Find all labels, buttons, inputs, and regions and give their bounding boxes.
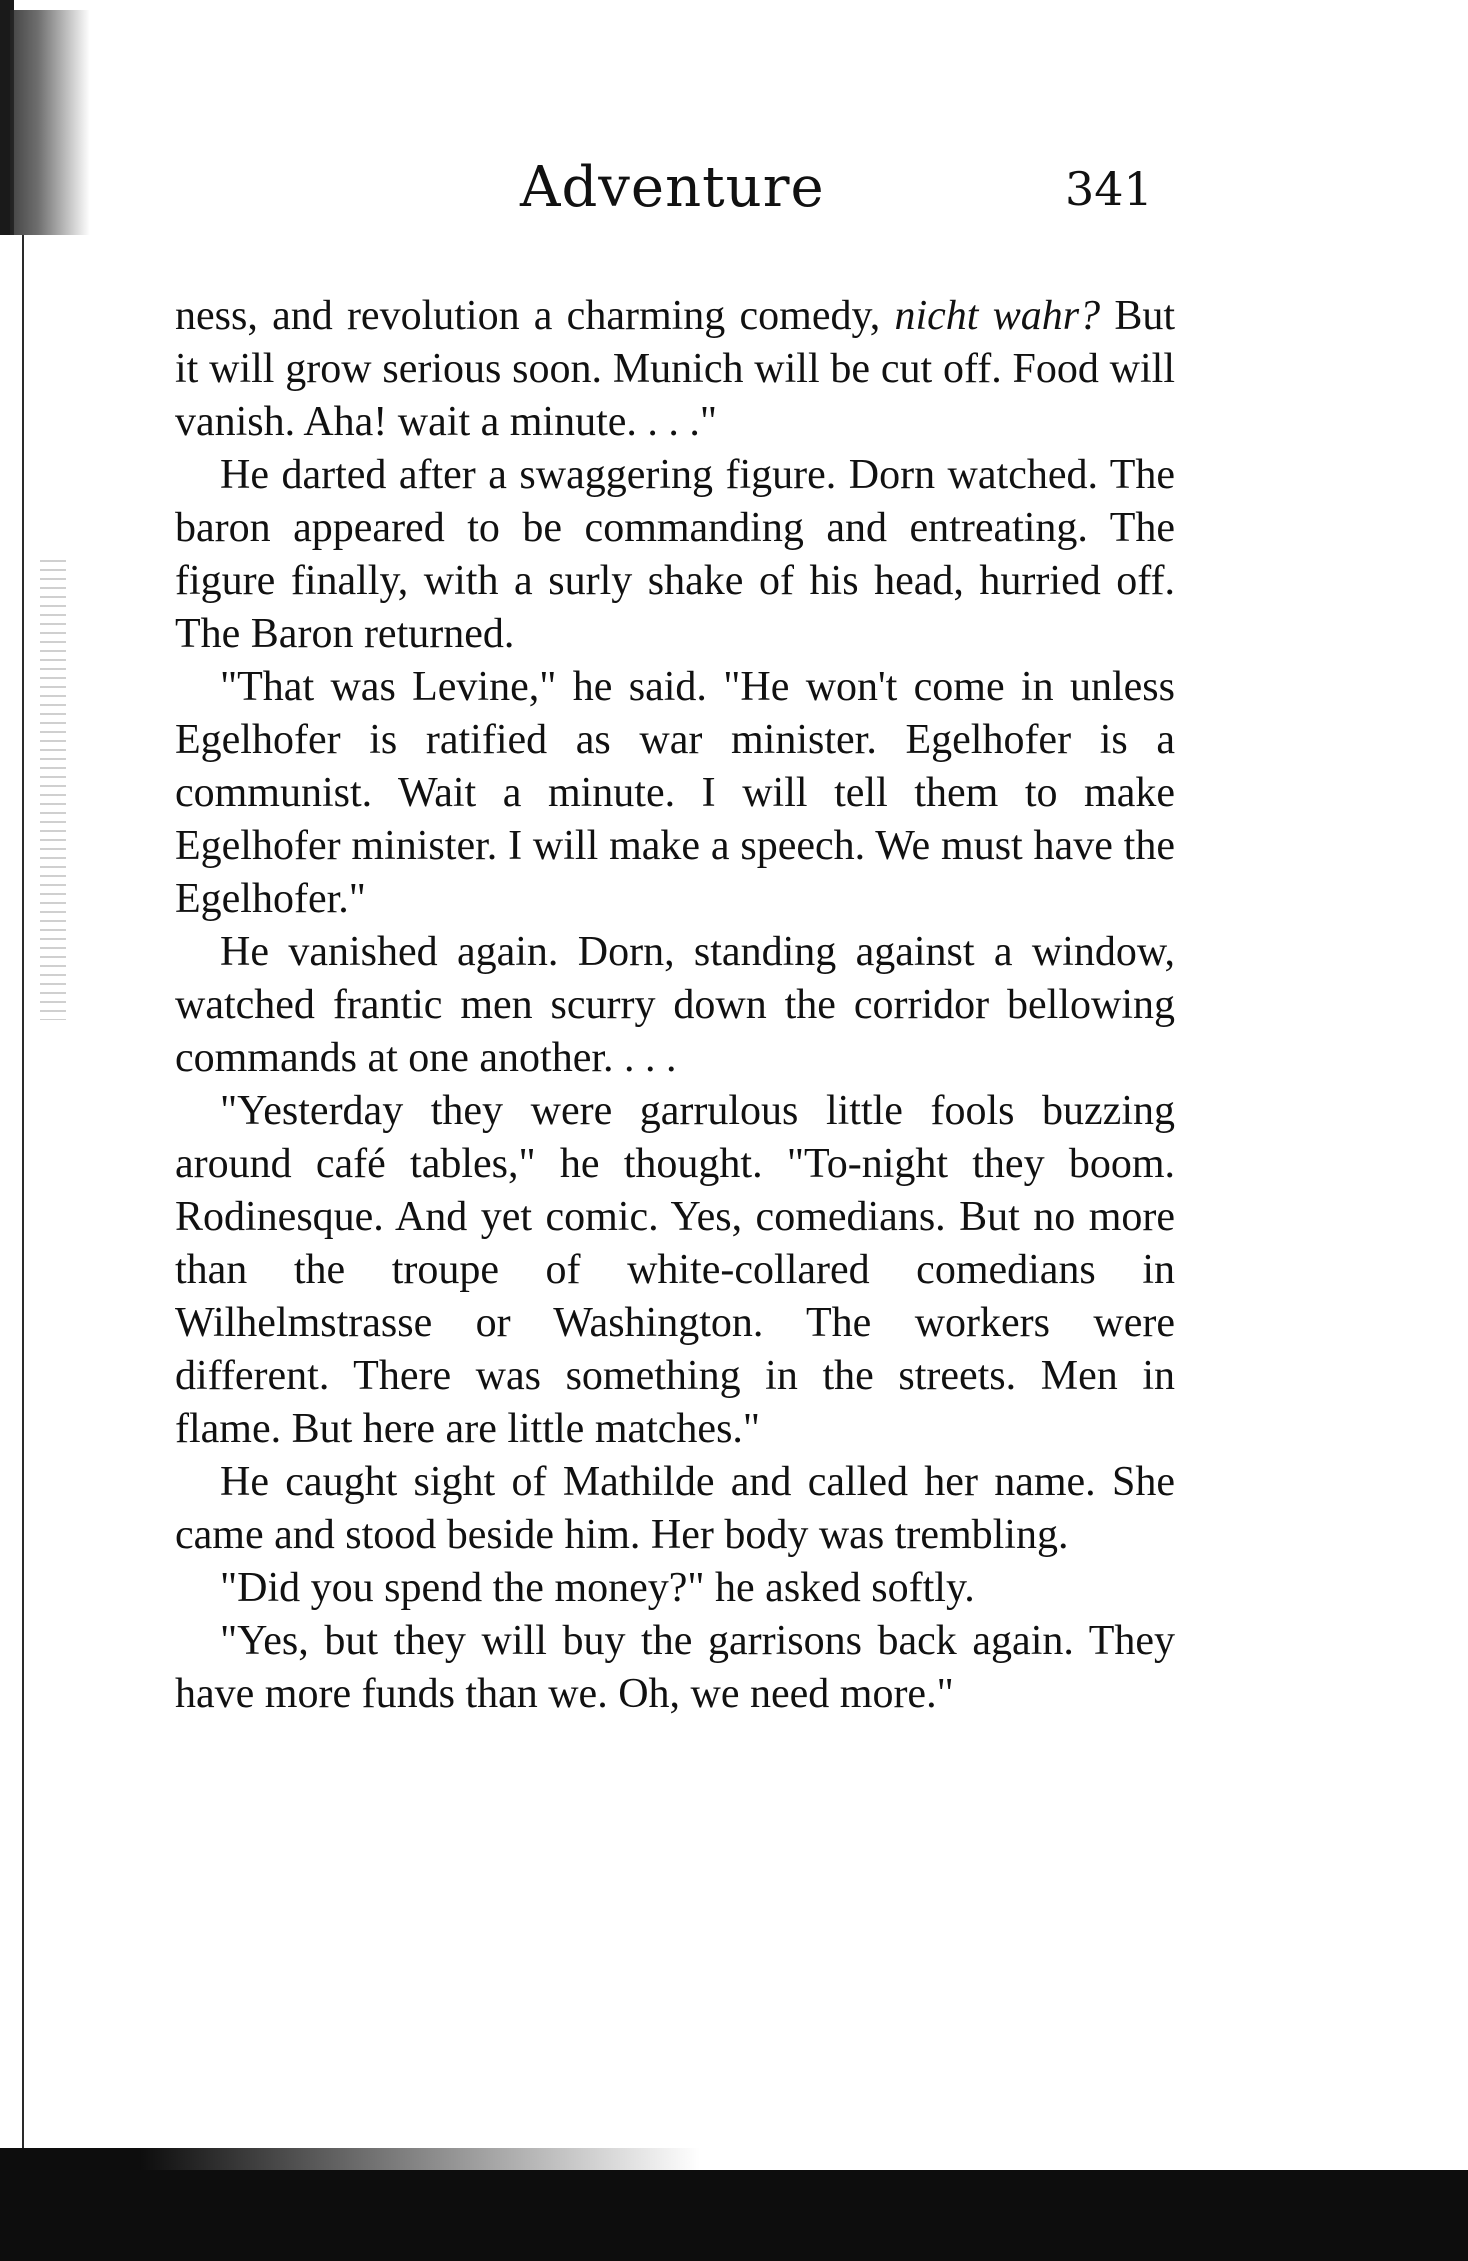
paragraph-1-start: ness, and revolution a charming comedy, [175, 293, 881, 339]
paragraph-8: "Yes, but they will buy the garrisons back again. They have more funds than we. Oh, we need more." [175, 1618, 1175, 1717]
paragraph-7: "Did you spend the money?" he asked softly. [220, 1565, 975, 1611]
paragraph-3: "That was Levine," he said. "He won't come in unless Egelhofer is ratified as war minister. Egelhofer is a communist. Wait a minute. I will tell them to make Egelhofer minister. I will make a speech. We must have the Egelhofer." [175, 664, 1175, 922]
italic-phrase: nicht wahr? [894, 293, 1101, 339]
running-title: Adventure [520, 155, 825, 220]
scan-bottom-edge [0, 2170, 1468, 2261]
paragraph-2: He darted after a swaggering figure. Dorn watched. The baron appeared to be commanding and entreating. The figure finally, with a surly shake of his head, hurried off. The Baron returned. [175, 452, 1175, 657]
scan-margin-speckle [40, 560, 66, 1020]
paragraph-5: "Yesterday they were garrulous little fools buzzing around café tables," he thought. "To-night they boom. Rodinesque. And yet comic. Yes, comedians. But no more than the troupe of white-collared comedians in Wilhelmstrasse or Washington. The workers were different. There was something in the streets. Men in flame. But here are little matches." [175, 1088, 1175, 1452]
scan-left-border [22, 235, 24, 2165]
scan-binding-shadow [10, 10, 90, 235]
paragraph-6: He caught sight of Mathilde and called her name. She came and stood beside him. Her body was trembling. [175, 1459, 1175, 1558]
paragraph-4: He vanished again. Dorn, standing against a window, watched frantic men scurry down the corridor bellowing commands at one another. . . . [175, 929, 1175, 1081]
paragraph-1 [175, 290, 1175, 449]
paragraph-1-end: But it will grow serious soon. Munich will be cut off. Food will vanish. Aha! wait a minute. . . ." [175, 293, 1175, 445]
body-text [175, 290, 1175, 1721]
page-number: 341 [1065, 162, 1153, 216]
